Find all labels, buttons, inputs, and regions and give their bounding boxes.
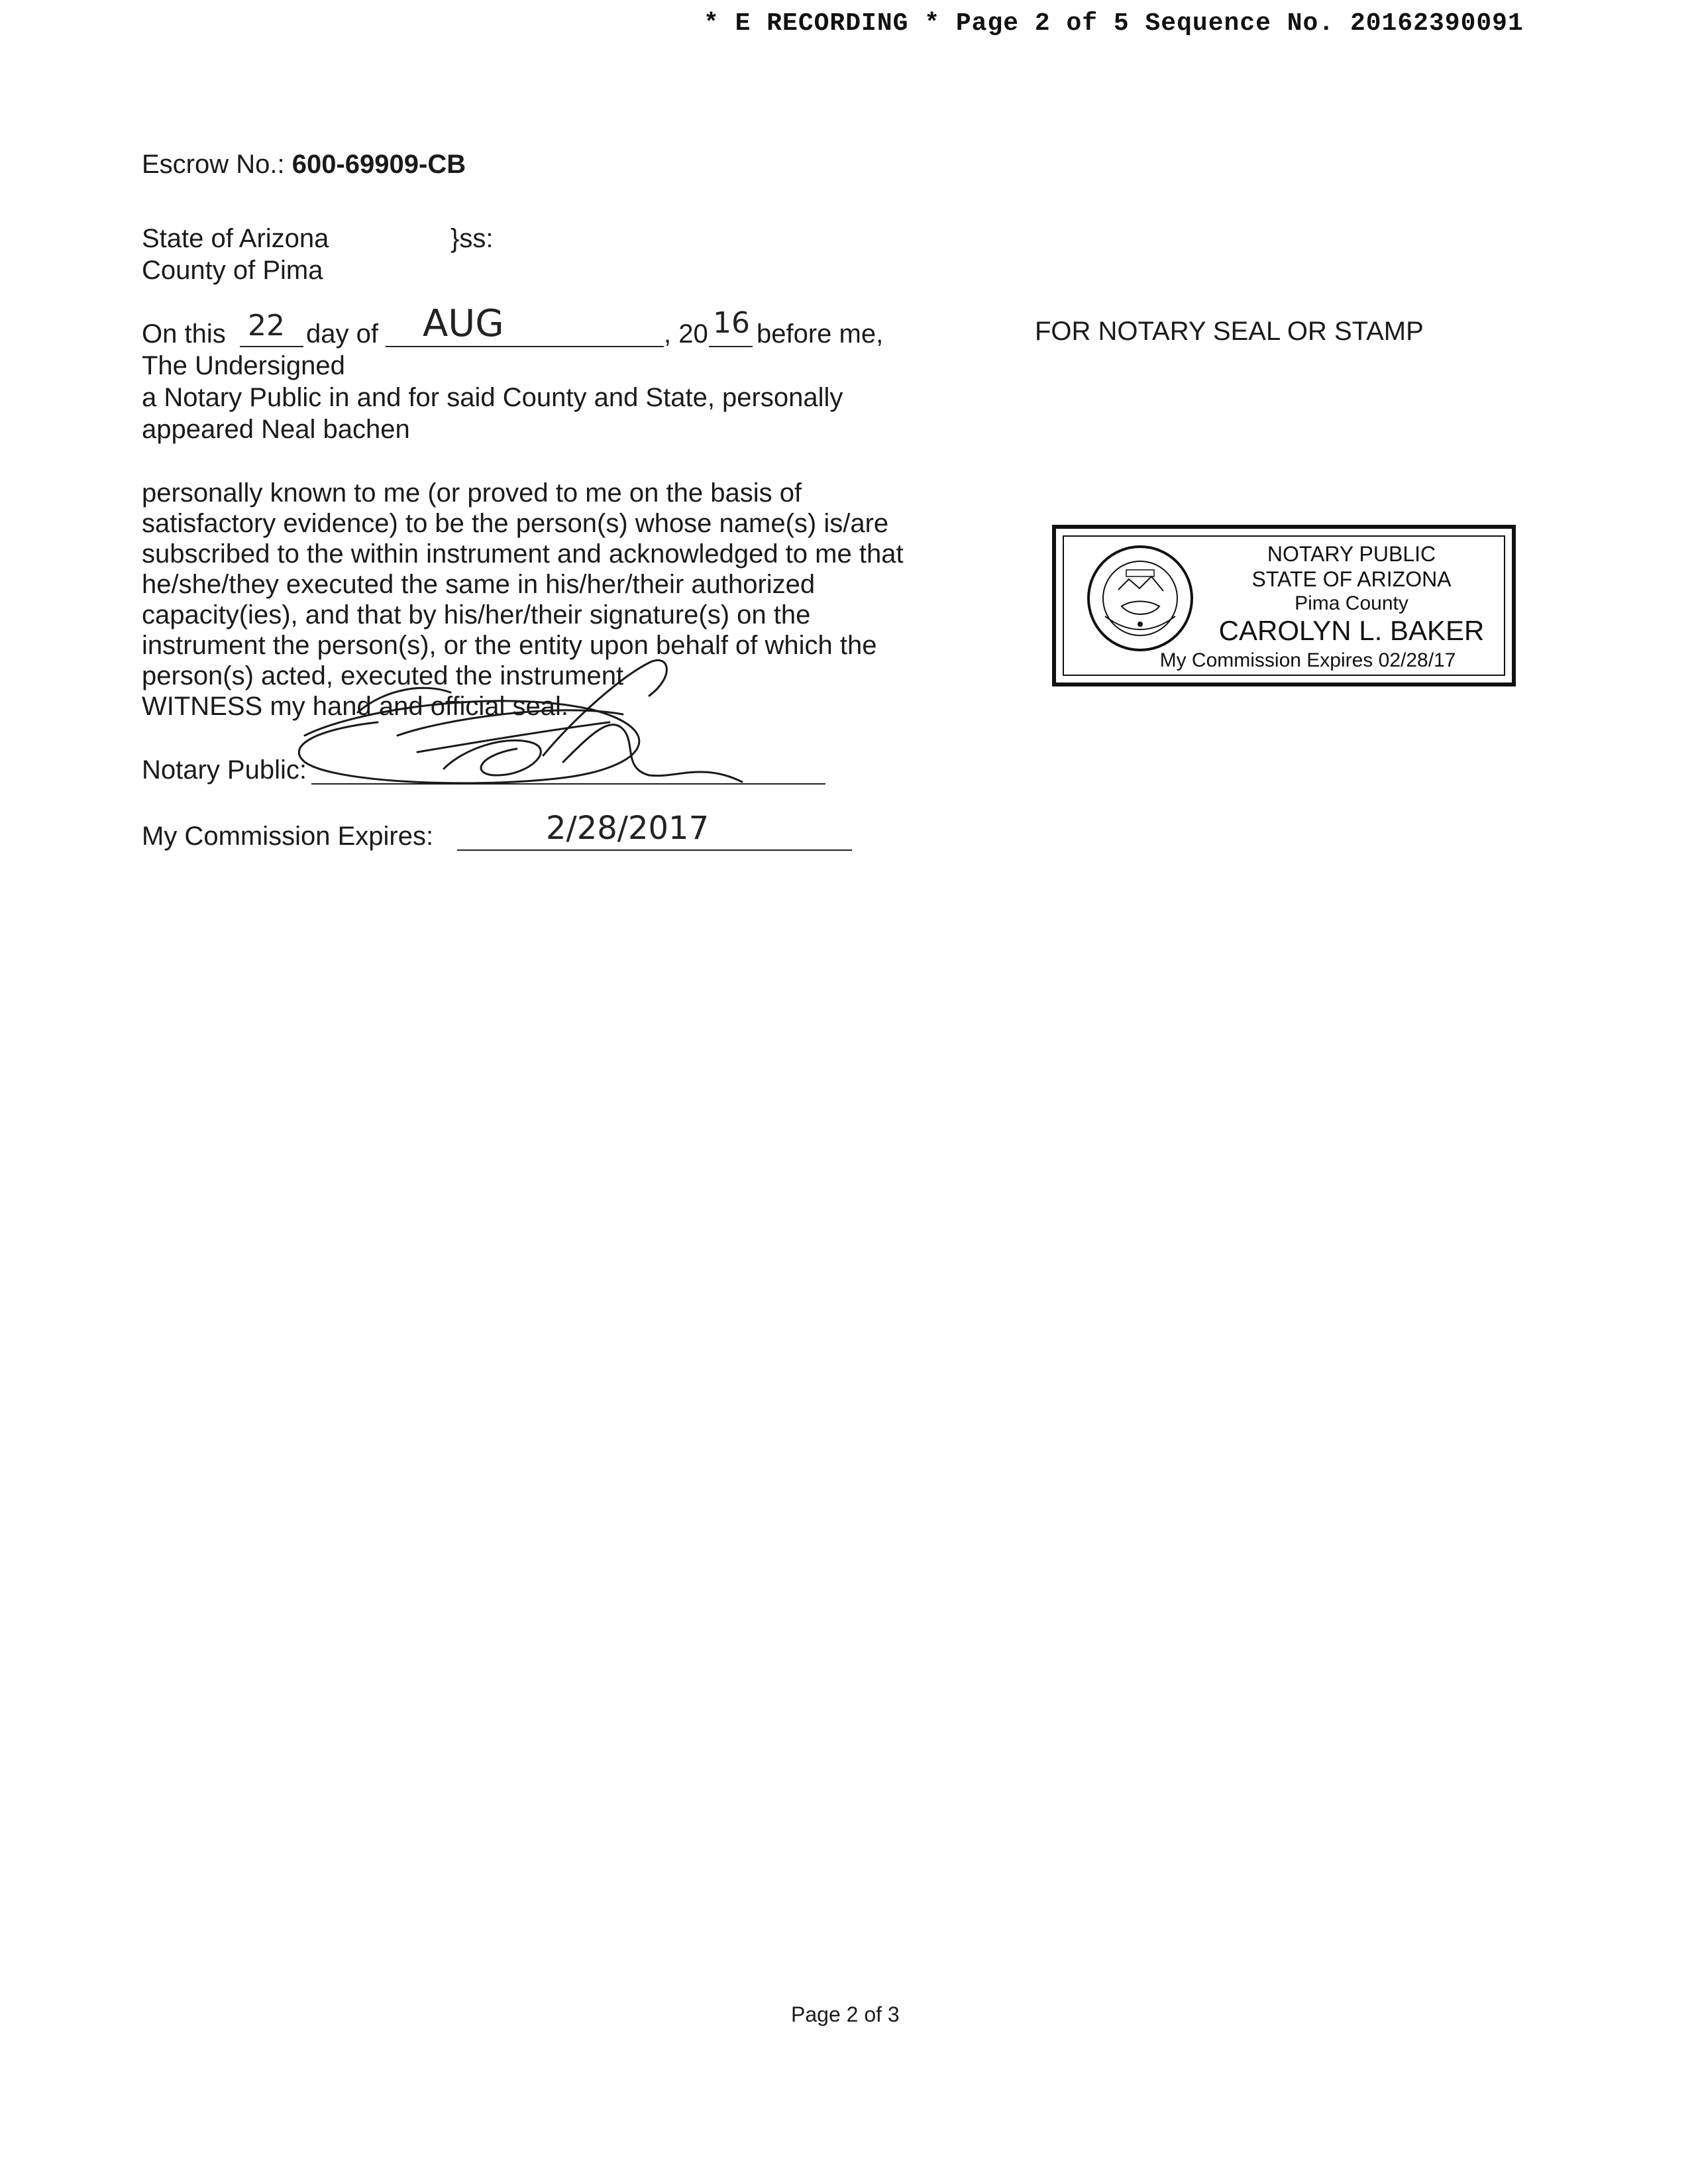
handwritten-day: 22 <box>248 309 285 343</box>
escrow-label: Escrow No.: <box>142 150 285 179</box>
venue-state: State of Arizona <box>142 224 329 253</box>
appeared-line: appeared Neal bachen <box>142 415 410 444</box>
stamp-county: Pima County <box>1295 592 1408 614</box>
recording-header: * E RECORDING * Page 2 of 5 Sequence No. 20162390091 <box>704 9 1524 38</box>
escrow-number: 600-69909-CB <box>292 150 466 179</box>
year-prefix: , 20 <box>664 319 708 349</box>
seal-area-label: FOR NOTARY SEAL OR STAMP <box>1035 317 1424 346</box>
venue-ss: }ss: <box>450 224 494 253</box>
page-number: Page 2 of 3 <box>791 2002 900 2026</box>
before-me-label: before me, <box>757 319 884 349</box>
witness-line: WITNESS my hand and official seal. <box>142 692 568 721</box>
ack-para-line-6: instrument the person(s), or the entity upon behalf of which the <box>142 631 877 660</box>
escrow-line <box>142 148 466 180</box>
handwritten-month: AUG <box>423 302 504 345</box>
stamp-state: STATE OF ARIZONA <box>1251 567 1452 591</box>
handwritten-year: 16 <box>713 306 750 340</box>
notary-signature-mark <box>278 636 782 808</box>
stamp-title: NOTARY PUBLIC <box>1267 542 1436 566</box>
month-blank-line <box>386 346 664 347</box>
ack-para-line-5: capacity(ies), and that by his/her/their signature(s) on the <box>142 600 811 629</box>
stamp-expires: My Commission Expires 02/28/17 <box>1159 649 1456 671</box>
ack-para-line-7: person(s) acted, executed the instrument <box>142 661 624 690</box>
commission-label: My Commission Expires: <box>142 822 434 851</box>
arizona-seal-icon <box>1085 543 1195 653</box>
ack-para-line-2: satisfactory evidence) to be the person(s) whose name(s) is/are <box>142 509 889 538</box>
year-blank-line <box>709 346 753 347</box>
day-of-label: day of <box>306 319 378 349</box>
undersigned-line: The Undersigned <box>142 351 345 380</box>
stamp-notary-name: CAROLYN L. BAKER <box>1218 615 1485 646</box>
handwritten-commission-date: 2/28/2017 <box>546 810 710 847</box>
venue-county: County of Pima <box>142 256 323 285</box>
notary-stamp <box>1052 525 1516 686</box>
ack-para-line-3: subscribed to the within instrument and acknowledged to me that <box>142 539 904 569</box>
ack-para-line-4: he/she/they executed the same in his/her/their authorized <box>142 570 816 599</box>
commission-line <box>457 849 852 851</box>
day-blank-line <box>240 346 303 347</box>
notary-public-county-line: a Notary Public in and for said County and State, personally <box>142 383 843 412</box>
notary-public-label: Notary Public: <box>142 755 307 785</box>
ack-para-line-1: personally known to me (or proved to me on the basis of <box>142 478 802 508</box>
on-this-label: On this <box>142 319 226 349</box>
